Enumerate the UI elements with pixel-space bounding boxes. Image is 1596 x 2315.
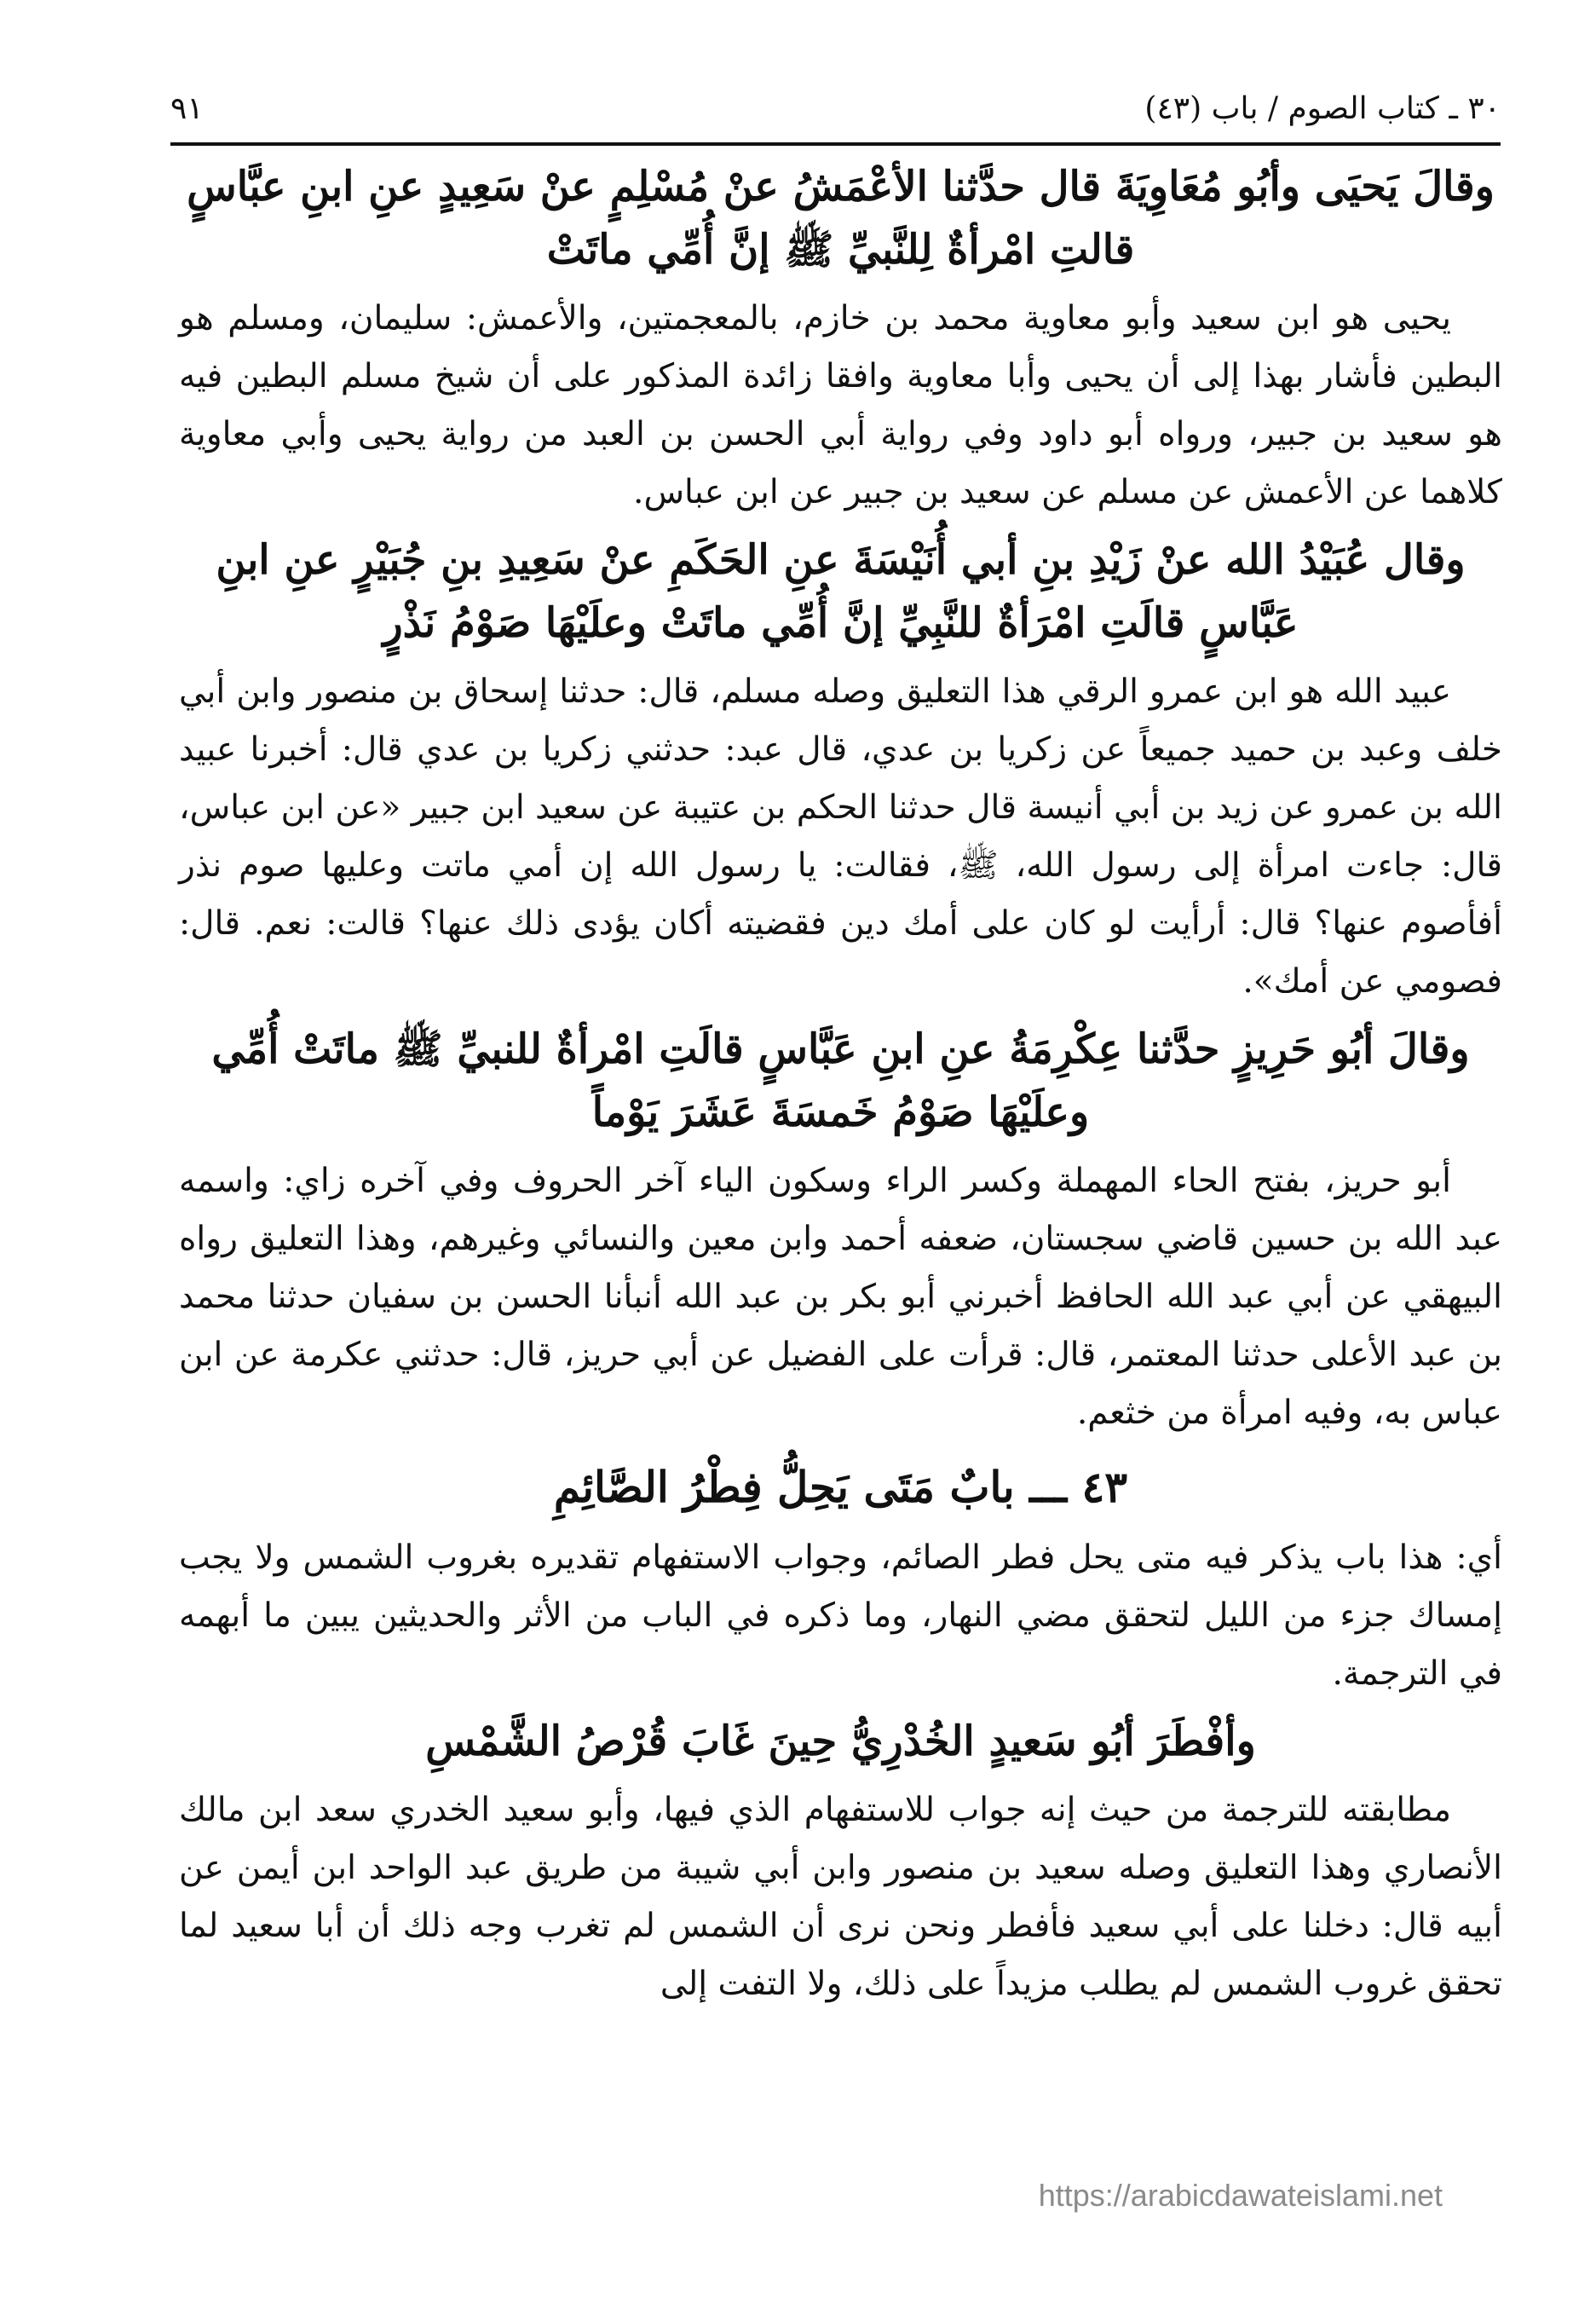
section-heading: ٤٣ ـــ بابٌ مَتَى يَحِلُّ فِطْرُ الصَّائِمِ	[553, 1462, 1128, 1512]
commentary-paragraph: عبيد الله هو ابن عمرو الرقي هذا التعليق وصله مسلم، قال: حدثنا إسحاق بن منصور وابن أبي خلف وعبد بن حميد جميعاً عن زكريا بن عدي، قال عبد: حدثني زكريا بن عدي قال: أخبرنا عبيد الله بن عمرو عن زيد بن أبي أنيسة قال حدثنا الحكم بن عتيبة عن سعيد ابن جبير «عن ابن عباس، قال: جاءت امرأة إلى رسول الله، ﷺ، فقالت: يا رسول الله إن أمي ماتت وعليها صوم نذر أفأصوم عنها؟ قال: أرأيت لو كان على أمك دين فقضيته أكان يؤدى ذلك عنها؟ قالت: نعم. قال: فصومي عن أمك».	[179, 673, 1502, 1001]
watermark-url: https://arabicdawateislami.net	[1038, 2178, 1443, 2213]
chapter-title: ٣٠ ـ كتاب الصوم / باب (٤٣)	[1144, 90, 1501, 126]
commentary-paragraph: أبو حريز، بفتح الحاء المهملة وكسر الراء وسكون الياء آخر الحروف وفي آخره زاي: واسمه عبد الله بن حسين قاضي سجستان، ضعفه أحمد وابن معين والنسائي وغيرهم، وهذا التعليق رواه البيهقي عن أبي عبد الله الحافظ أخبرني أبو بكر بن عبد الله أنبأنا الحسن بن سفيان حدثنا محمد بن عبد الأعلى حدثنا المعتمر، قال: قرأت على الفضيل عن أبي حريز، قال: حدثني عكرمة عن ابن عباس به، وفيه امرأة من خثعم.	[179, 1162, 1502, 1432]
page-body	[179, 152, 1502, 2020]
hadith-text: وقالَ أبُو حَرِيزٍ حدَّثنا عِكْرِمَةُ عنِ ابنِ عَبَّاسٍ قالَتِ امْرأةٌ للنبيِّ ﷺ ماتَتْ أُمِّي وعلَيْهَا صَوْمُ خَمسَةَ عَشَرَ يَوْماً	[211, 1025, 1470, 1136]
commentary-paragraph: مطابقته للترجمة من حيث إنه جواب للاستفهام الذي فيها، وأبو سعيد الخدري سعد ابن مالك الأنصاري وهذا التعليق وصله سعيد بن منصور وابن أبي شيبة من طريق عبد الواحد ابن أيمن عن أبيه قال: دخلنا على أبي سعيد فأفطر ونحن نرى أن الشمس لم تغرب وجه ذلك أن أبا سعيد لما تحقق غروب الشمس لم يطلب مزيداً على ذلك، ولا التفت إلى	[179, 1791, 1502, 2003]
hadith-text: وقالَ يَحيَى وأبُو مُعَاوِيَةَ قال حدَّثنا الأعْمَشُ عنْ مُسْلِمٍ عنْ سَعِيدٍ عنِ ابنِ عبَّاسٍ قالتِ امْرأةٌ لِلنَّبيِّ ﷺ إنَّ أُمِّي ماتَتْ	[187, 163, 1495, 274]
commentary-paragraph: أي: هذا باب يذكر فيه متى يحل فطر الصائم، وجواب الاستفهام تقديره بغروب الشمس ولا يجب إمساك جزء من الليل لتحقق مضي النهار، وما ذكره في الباب من الأثر والحديثين يبين ما أبهمه في الترجمة.	[179, 1539, 1502, 1693]
commentary-paragraph: يحيى هو ابن سعيد وأبو معاوية محمد بن خازم، بالمعجمتين، والأعمش: سليمان، ومسلم هو البطين فأشار بهذا إلى أن يحيى وأبا معاوية وافقا زائدة المذكور على أن شيخ مسلم البطين فيه هو سعيد بن جبير، ورواه أبو داود وفي رواية أبي الحسن بن العبد من رواية يحيى وأبي معاوية كلاهما عن الأعمش عن مسلم عن سعيد بن جبير عن ابن عباس.	[179, 299, 1502, 511]
header-rule	[170, 142, 1501, 146]
hadith-text: وأفْطَرَ أبُو سَعيدٍ الخُدْرِيُّ حِينَ غَابَ قُرْصُ الشَّمْسِ	[425, 1717, 1256, 1765]
page-number: ٩١	[170, 90, 204, 126]
running-head	[170, 78, 1501, 138]
hadith-text: وقال عُبَيْدُ الله عنْ زَيْدِ بنِ أبي أُنَيْسَةَ عنِ الحَكَمِ عنْ سَعِيدِ بنِ جُبَيْرٍ عنِ ابنِ عَبَّاسٍ قالَتِ امْرَأةٌ للنَّبِيِّ إنَّ أُمِّي ماتَتْ وعلَيْهَا صَوْمُ نَذْرٍ	[216, 536, 1466, 647]
